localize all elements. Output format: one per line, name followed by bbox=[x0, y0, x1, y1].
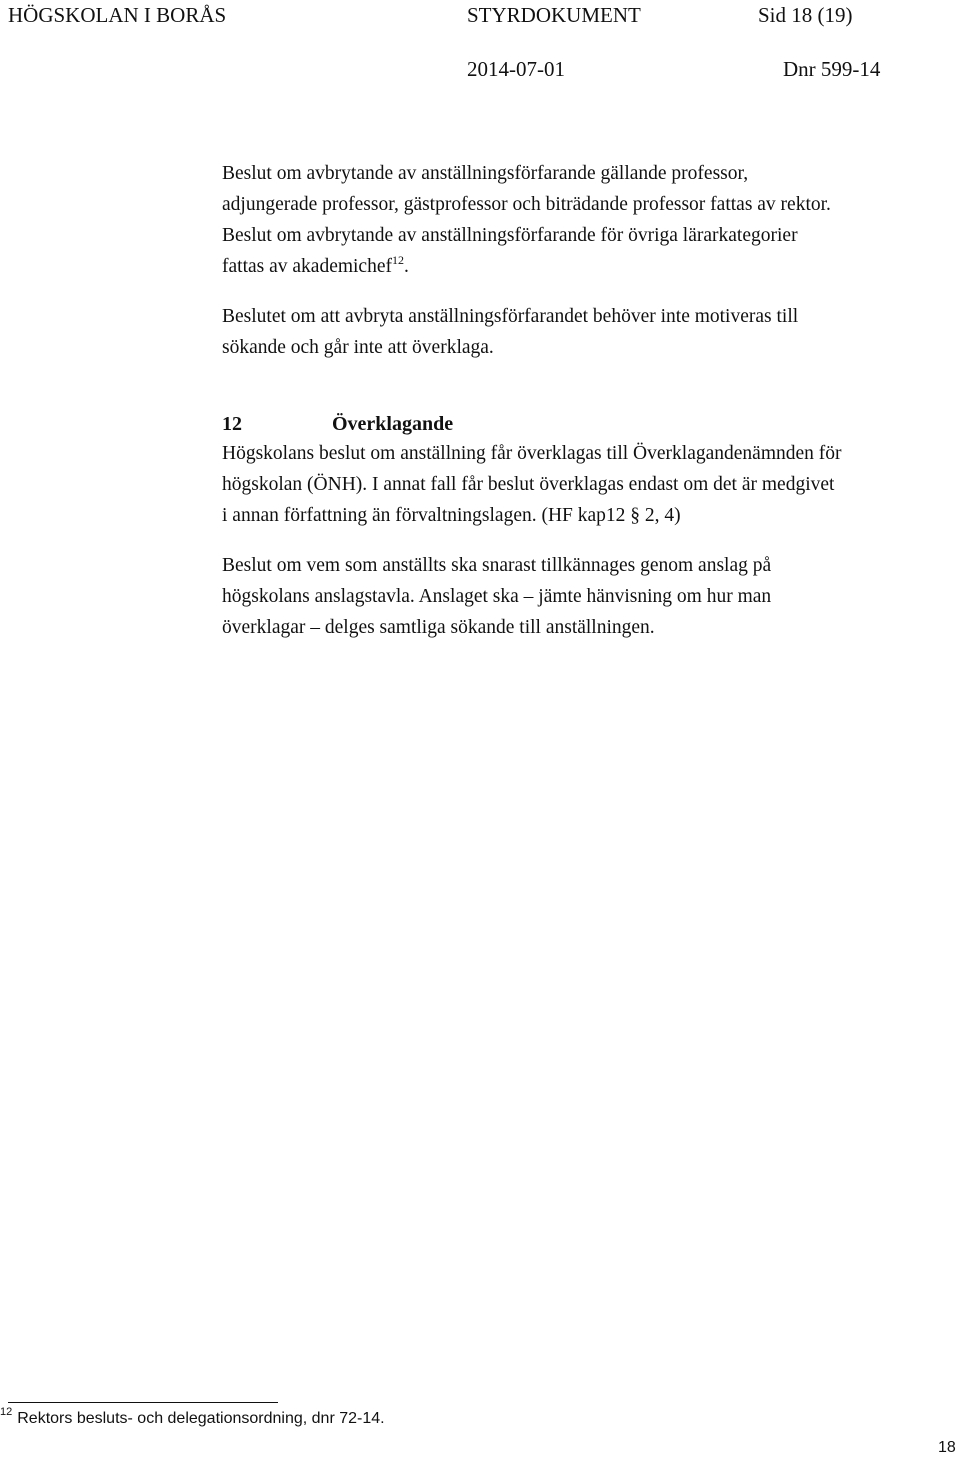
section-number: 12 bbox=[222, 413, 242, 435]
paragraph-avbrytande-beslut bbox=[222, 158, 957, 282]
footnote-text: Rektors besluts- och delegationsordning, dnr 72-14. bbox=[17, 1410, 385, 1427]
paragraph-anslag bbox=[222, 550, 957, 643]
paragraph-line-text: fattas av akademichef bbox=[222, 256, 392, 277]
paragraph-line bbox=[222, 251, 957, 282]
paragraph-line: adjungerade professor, gästprofessor och biträdande professor fattas av rektor. bbox=[222, 194, 831, 215]
header-organization: HÖGSKOLAN I BORÅS bbox=[8, 3, 227, 27]
page-number: 18 bbox=[938, 1439, 956, 1456]
paragraph-overklagande bbox=[222, 438, 957, 531]
paragraph-line: Beslutet om att avbryta anställningsförfarandet behöver inte motiveras till bbox=[222, 306, 799, 327]
paragraph-line: Högskolans beslut om anställning får överklagas till Överklagandenämnden för bbox=[222, 443, 842, 464]
paragraph-line: Beslut om avbrytande av anställningsförfarande gällande professor, bbox=[222, 163, 749, 184]
paragraph-line: överklagar – delges samtliga sökande till anställningen. bbox=[222, 617, 655, 638]
paragraph-motivering bbox=[222, 301, 957, 363]
footnote bbox=[0, 1406, 385, 1432]
footnote-number: 12 bbox=[0, 1406, 13, 1418]
section-heading bbox=[222, 410, 453, 438]
header-page-label: Sid 18 (19) bbox=[758, 3, 853, 27]
paragraph-line: högskolans anslagstavla. Anslaget ska – jämte hänvisning om hur man bbox=[222, 586, 772, 607]
paragraph-line: Beslut om vem som anställts ska snarast tillkännages genom anslag på bbox=[222, 555, 772, 576]
header-date: 2014-07-01 bbox=[467, 57, 565, 81]
paragraph-line: sökande och går inte att överklaga. bbox=[222, 337, 494, 358]
footnote-separator bbox=[8, 1402, 278, 1403]
paragraph-line: högskolan (ÖNH). I annat fall får beslut överklagas endast om det är medgivet bbox=[222, 474, 835, 495]
footnote-reference: 12 bbox=[392, 253, 404, 267]
header-dnr: Dnr 599-14 bbox=[783, 57, 881, 81]
paragraph-line: i annan författning än förvaltningslagen. (HF kap12 § 2, 4) bbox=[222, 505, 681, 526]
section-title: Överklagande bbox=[332, 413, 454, 435]
paragraph-line-end: . bbox=[404, 256, 409, 277]
header-document-type: STYRDOKUMENT bbox=[467, 3, 641, 27]
paragraph-line: Beslut om avbrytande av anställningsförfarande för övriga lärarkategorier bbox=[222, 225, 798, 246]
